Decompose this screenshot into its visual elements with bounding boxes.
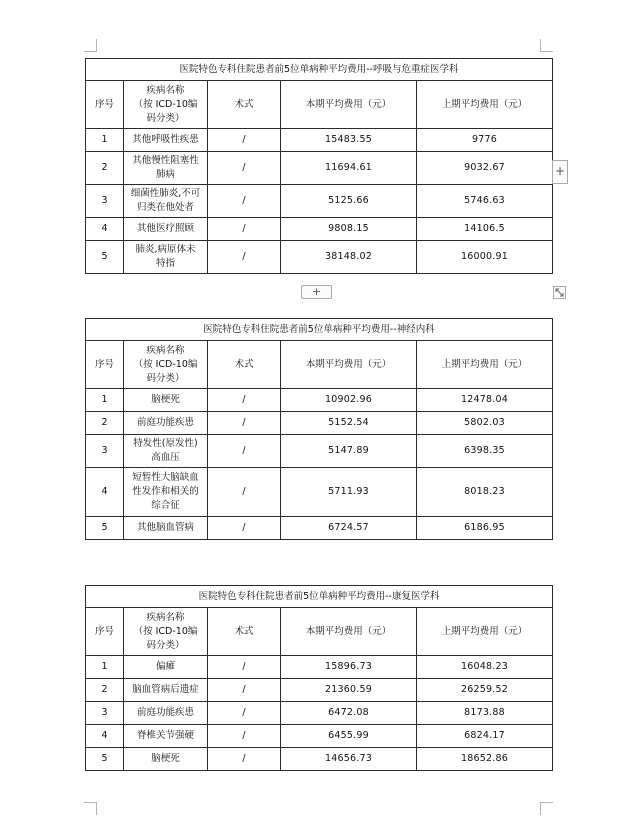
column-header: 疾病名称 （按 ICD-10编 码分类） <box>124 608 208 656</box>
table-row <box>86 241 553 274</box>
table-cell: / <box>208 748 281 771</box>
table-cell: 5746.63 <box>417 185 553 218</box>
table-cell: 6824.17 <box>417 725 553 748</box>
table-cell: 2 <box>86 679 124 702</box>
table-cell: 5147.89 <box>281 435 417 468</box>
table-cell: 26259.52 <box>417 679 553 702</box>
column-header: 疾病名称 （按 ICD-10编 码分类） <box>124 341 208 389</box>
table-cell: 21360.59 <box>281 679 417 702</box>
table-row <box>86 129 553 152</box>
table-cell: / <box>208 218 281 241</box>
table-cell: / <box>208 468 281 517</box>
table-cell: 肺炎,病原体未 特指 <box>124 241 208 274</box>
column-header: 术式 <box>208 608 281 656</box>
page-corner-mark-bottom-right <box>540 802 553 815</box>
table-title: 医院特色专科住院患者前5位单病种平均费用--神经内科 <box>86 319 553 341</box>
table-cell: 脑梗死 <box>124 748 208 771</box>
table-cell: 其他慢性阻塞性 肺病 <box>124 152 208 185</box>
column-header: 疾病名称 （按 ICD-10编 码分类） <box>124 81 208 129</box>
table-title: 医院特色专科住院患者前5位单病种平均费用--康复医学科 <box>86 586 553 608</box>
table-cell: 8018.23 <box>417 468 553 517</box>
table-row <box>86 725 553 748</box>
add-column-button[interactable]: + <box>552 160 568 184</box>
table-cell: 偏瘫 <box>124 656 208 679</box>
table-cell: 前庭功能疾患 <box>124 702 208 725</box>
column-header: 术式 <box>208 81 281 129</box>
column-header: 上期平均费用（元） <box>417 81 553 129</box>
table-cell: 5711.93 <box>281 468 417 517</box>
column-header: 本期平均费用（元） <box>281 341 417 389</box>
add-row-button[interactable]: + <box>301 285 332 299</box>
table-cell: / <box>208 241 281 274</box>
table-cell: 5152.54 <box>281 412 417 435</box>
table-cell: 6455.99 <box>281 725 417 748</box>
table-cell: 15896.73 <box>281 656 417 679</box>
table-cell: 9808.15 <box>281 218 417 241</box>
table-row <box>86 389 553 412</box>
table-cell: 5 <box>86 241 124 274</box>
table-row <box>86 517 553 540</box>
column-header: 序号 <box>86 341 124 389</box>
table-row <box>86 679 553 702</box>
table-cell: 5125.66 <box>281 185 417 218</box>
table-cell: 细菌性肺炎,不可 归类在他处者 <box>124 185 208 218</box>
table-cell: 1 <box>86 389 124 412</box>
column-header: 本期平均费用（元） <box>281 608 417 656</box>
page-corner-mark-top-right <box>540 39 553 52</box>
table-cell: / <box>208 129 281 152</box>
table-cell: / <box>208 725 281 748</box>
table-title: 医院特色专科住院患者前5位单病种平均费用--呼吸与危重症医学科 <box>86 59 553 81</box>
table-row <box>86 702 553 725</box>
table-cell: / <box>208 656 281 679</box>
table-cell: 3 <box>86 435 124 468</box>
table-cell: / <box>208 517 281 540</box>
table-cell: 脊椎关节强硬 <box>124 725 208 748</box>
page-corner-mark-bottom-left <box>84 802 97 815</box>
page-corner-mark-top-left <box>84 39 97 52</box>
table-cell: 6186.95 <box>417 517 553 540</box>
table-cell: 2 <box>86 152 124 185</box>
column-header: 本期平均费用（元） <box>281 81 417 129</box>
table-cell: 16000.91 <box>417 241 553 274</box>
table-cell: 3 <box>86 702 124 725</box>
table-cell: 2 <box>86 412 124 435</box>
table-cell: 4 <box>86 468 124 517</box>
table-row <box>86 185 553 218</box>
table-cell: 1 <box>86 129 124 152</box>
table-cell: 前庭功能疾患 <box>124 412 208 435</box>
table-cell: / <box>208 152 281 185</box>
table-cell: 1 <box>86 656 124 679</box>
table-cell: 9032.67 <box>417 152 553 185</box>
table-cell: 5 <box>86 517 124 540</box>
table-cell: 6398.35 <box>417 435 553 468</box>
table-row <box>86 468 553 517</box>
table-cell: 15483.55 <box>281 129 417 152</box>
table-cell: 4 <box>86 725 124 748</box>
table-cell: 9776 <box>417 129 553 152</box>
table-cell: 14656.73 <box>281 748 417 771</box>
table-cell: 8173.88 <box>417 702 553 725</box>
column-header: 上期平均费用（元） <box>417 341 553 389</box>
cost-table-respiratory <box>85 58 553 274</box>
table-row <box>86 412 553 435</box>
table-row <box>86 656 553 679</box>
table-cell: / <box>208 185 281 218</box>
table-cell: / <box>208 412 281 435</box>
table-cell: 14106.5 <box>417 218 553 241</box>
column-header: 序号 <box>86 608 124 656</box>
table-cell: 5802.03 <box>417 412 553 435</box>
table-row <box>86 435 553 468</box>
table-cell: 38148.02 <box>281 241 417 274</box>
table-cell: 脑血管病后遗症 <box>124 679 208 702</box>
column-header: 术式 <box>208 341 281 389</box>
table-cell: / <box>208 389 281 412</box>
table-cell: 其他医疗照顾 <box>124 218 208 241</box>
column-header: 序号 <box>86 81 124 129</box>
table-cell: 短暂性大脑缺血 性发作和相关的 综合征 <box>124 468 208 517</box>
cost-table-rehabilitation <box>85 585 553 771</box>
table-cell: 10902.96 <box>281 389 417 412</box>
table-cell: / <box>208 679 281 702</box>
resize-diagonal-icon[interactable] <box>553 286 566 299</box>
table-cell: 6472.08 <box>281 702 417 725</box>
table-cell: / <box>208 702 281 725</box>
table-cell: 5 <box>86 748 124 771</box>
table-cell: / <box>208 435 281 468</box>
table-cell: 特发性(原发性) 高血压 <box>124 435 208 468</box>
table-cell: 其他脑血管病 <box>124 517 208 540</box>
table-cell: 4 <box>86 218 124 241</box>
table-cell: 18652.86 <box>417 748 553 771</box>
cost-table-neurology <box>85 318 553 540</box>
table-row <box>86 218 553 241</box>
table-cell: 11694.61 <box>281 152 417 185</box>
table-row <box>86 152 553 185</box>
table-cell: 脑梗死 <box>124 389 208 412</box>
table-cell: 12478.04 <box>417 389 553 412</box>
column-header: 上期平均费用（元） <box>417 608 553 656</box>
table-cell: 6724.57 <box>281 517 417 540</box>
table-row <box>86 748 553 771</box>
table-cell: 16048.23 <box>417 656 553 679</box>
table-cell: 3 <box>86 185 124 218</box>
table-cell: 其他呼吸性疾患 <box>124 129 208 152</box>
